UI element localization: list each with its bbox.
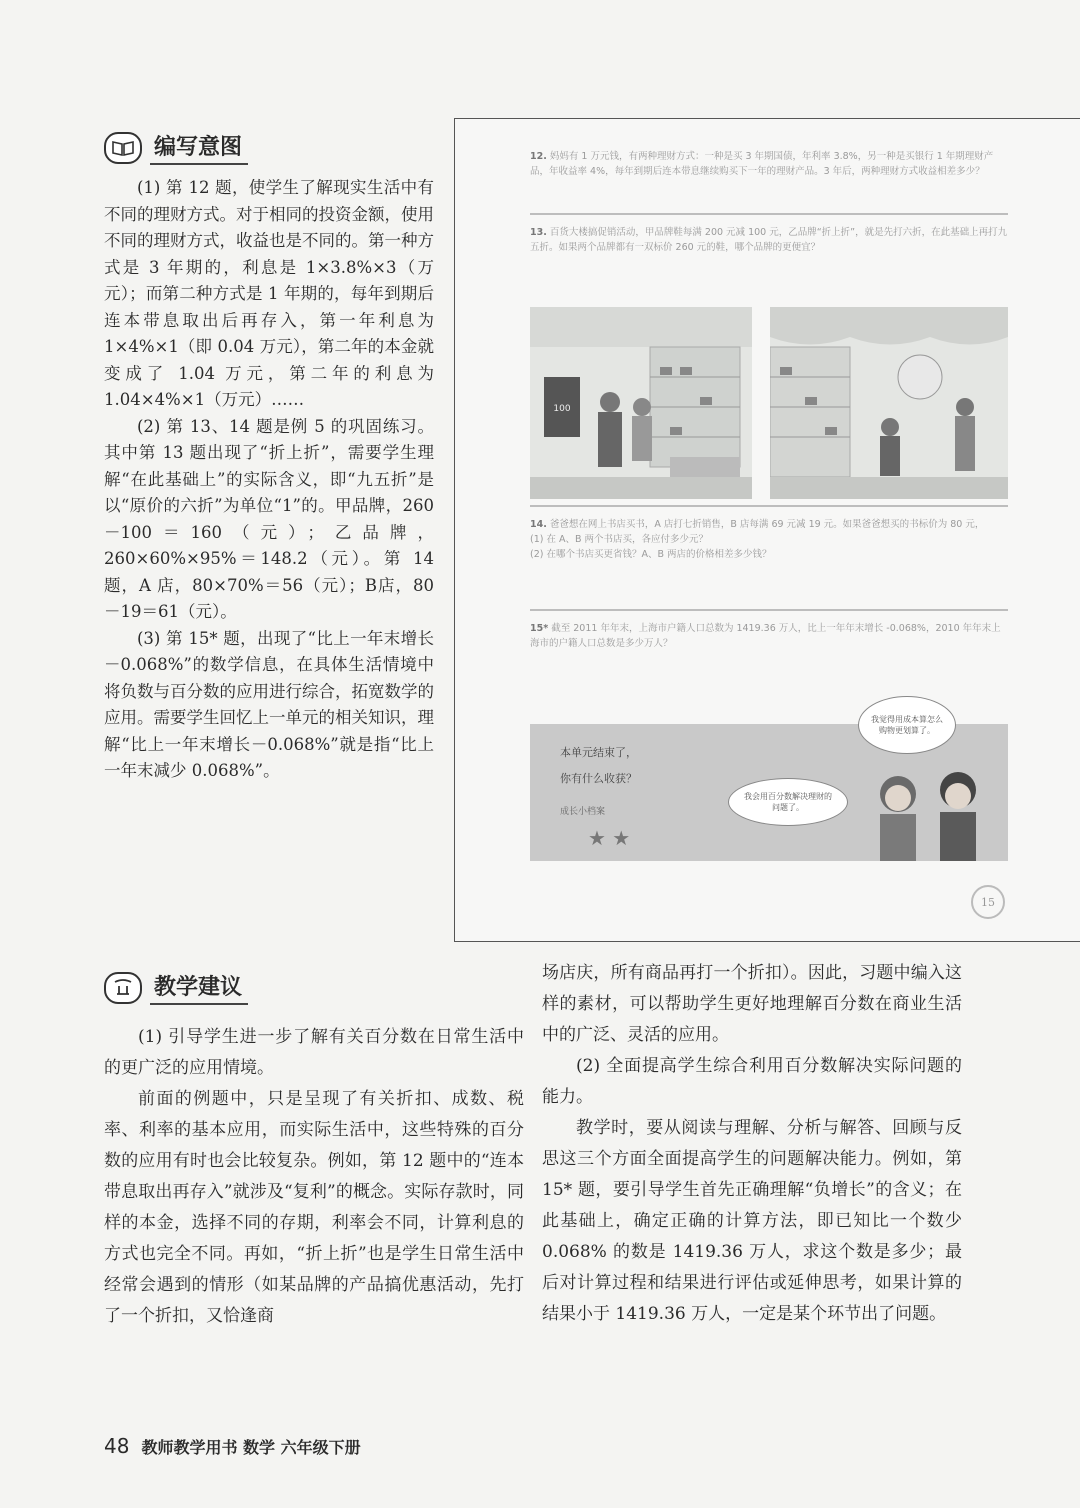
shoe-store-illustration-left	[530, 307, 752, 499]
divider	[530, 213, 1008, 215]
paragraph: 教学时，要从阅读与理解、分析与解答、回顾与反思这三个方面全面提高学生的问题解决能力。例如，第 15* 题，要引导学生首先正确理解“负增长”的含义；在此基础上，确定正确的计算方法，即已知比一个数少 0.068% 的数是 1419.36 万人，求这个数是多少；最后对计算过程和结果进行评估或延伸思考，如果计算的结果小于 1419.36 万人，一定是某个环节出了问题。	[542, 1118, 962, 1324]
section-title: 编写意图	[150, 130, 248, 165]
page-footer	[104, 1434, 361, 1458]
teaching-suggestions-left	[104, 1022, 524, 1332]
paragraph: 场店庆，所有商品再打一个折扣）。因此，习题中编入这样的素材，可以帮助学生更好地理解百分数在商业生活中的广泛、灵活的应用。	[542, 963, 962, 1045]
lightbulb-book-icon	[104, 972, 142, 1004]
exercise-13: 13. 百货大楼搞促销活动，甲品牌鞋每满 200 元减 100 元，乙品牌“折上折”，就是先打六折，在此基础上再打九五折。如果两个品牌都有一双标价 260 元的鞋，哪个品牌的更便宜？	[530, 227, 1008, 253]
growth-file-label: 成长小档案	[560, 807, 606, 817]
section-title: 教学建议	[150, 970, 248, 1005]
speech-bubble-middle: 我会用百分数解决理财的问题了。	[728, 778, 848, 826]
book-title: 教师教学用书 数学 六年级下册	[141, 1438, 361, 1457]
textbook-page-number: 15	[971, 885, 1005, 919]
paragraph: (2) 全面提高学生综合利用百分数解决实际问题的能力。	[542, 1056, 962, 1107]
svg-text:100: 100	[553, 404, 571, 414]
exercise-15: 15* 截至 2011 年年末，上海市户籍人口总数为 1419.36 万人，比上一年年末增长 -0.068%，2010 年年末上海市的户籍人口总数是多少万人？	[530, 623, 1001, 649]
writing-intent-body	[104, 175, 434, 785]
section-heading-teaching-suggestions	[104, 970, 248, 1005]
page-number: 48	[104, 1434, 130, 1458]
section-heading-writing-intent	[104, 130, 248, 165]
summary-prompt: 本单元结束了， 你有什么收获？	[560, 746, 637, 785]
paragraph: (1) 引导学生进一步了解有关百分数在日常生活中的更广泛的应用情境。	[104, 1027, 524, 1078]
divider	[530, 609, 1008, 611]
paragraph: 前面的例题中，只是呈现了有关折扣、成数、税率、利率的基本应用，而实际生活中，这些特殊的百分数的应用有时也会比较复杂。例如，第 12 题中的“连本带息取出再存入”就涉及“复利”的概念。实际存款时，同样的本金，选择不同的存期，利率会不同，计算利息的方式也完全不同。再如，“折上折”也是学生日常生活中经常会遇到的情形（如某品牌的产品搞优惠活动，先打了一个折扣，又恰逢商	[104, 1089, 524, 1326]
students-illustration	[868, 764, 998, 861]
speech-bubble-top: 我觉得用成本算怎么购物更划算了。	[858, 696, 956, 754]
paragraph: (2) 第 13、14 题是例 5 的巩固练习。其中第 13 题出现了“折上折”，需要学生理解“在此基础上”的实际含义，即“九五折”是以“原价的六折”为单位“1”的。甲品牌，260－100＝160（元）；乙品牌，260×60%×95%＝148.2（元）。第 14 题，A 店，80×70%＝56（元）；B店，80－19＝61（元）。	[104, 416, 434, 621]
unit-summary-panel	[530, 715, 1008, 861]
paragraph: (1) 第 12 题，使学生了解现实生活中有不同的理财方式。对于相同的投资金额，使用不同的理财方式，收益也是不同的。第一种方式是 3 年期的，利息是 1×3.8%×3（万元）；而第二种方式是 1 年期的，每年到期后连本带息取出后再存入，第一年利息为 1×4%×1（即 0.04 万元），第二年的本金就变成了 1.04 万元，第二年的利息为 1.04×4%×1（万元）……	[104, 178, 434, 409]
paragraph: (3) 第 15* 题，出现了“比上一年末增长－0.068%”的数学信息，在具体生活情境中将负数与百分数的应用进行综合，拓宽数学的应用。需要学生回忆上一单元的相关知识，理解“比上一年末增长－0.068%”就是指“比上一年末减少 0.068%”。	[104, 628, 434, 780]
teaching-suggestions-right	[542, 958, 962, 1330]
textbook-page-excerpt	[454, 118, 1080, 942]
star-rating: ★ ★	[588, 826, 631, 850]
exercise-12: 12. 妈妈有 1 万元钱，有两种理财方式：一种是买 3 年期国债，年利率 3.8%，另一种是买银行 1 年期理财产品，年收益率 4%，每年到期后连本带息继续购买下一年的理财产品。3 年后，两种理财方式收益相差多少？	[530, 151, 994, 177]
exercise-14: 14. 爸爸想在网上书店买书，A 店打七折销售，B 店每满 69 元减 19 元。如果爸爸想买的书标价为 80 元， (1) 在 A、B 两个书店买，各应付多少元？ (2) 在哪个书店买更省钱？A、B 两店的价格相差多少钱？	[530, 519, 985, 560]
shoe-store-illustration-right	[770, 307, 1008, 499]
divider	[530, 505, 1008, 507]
open-book-icon	[104, 132, 142, 164]
